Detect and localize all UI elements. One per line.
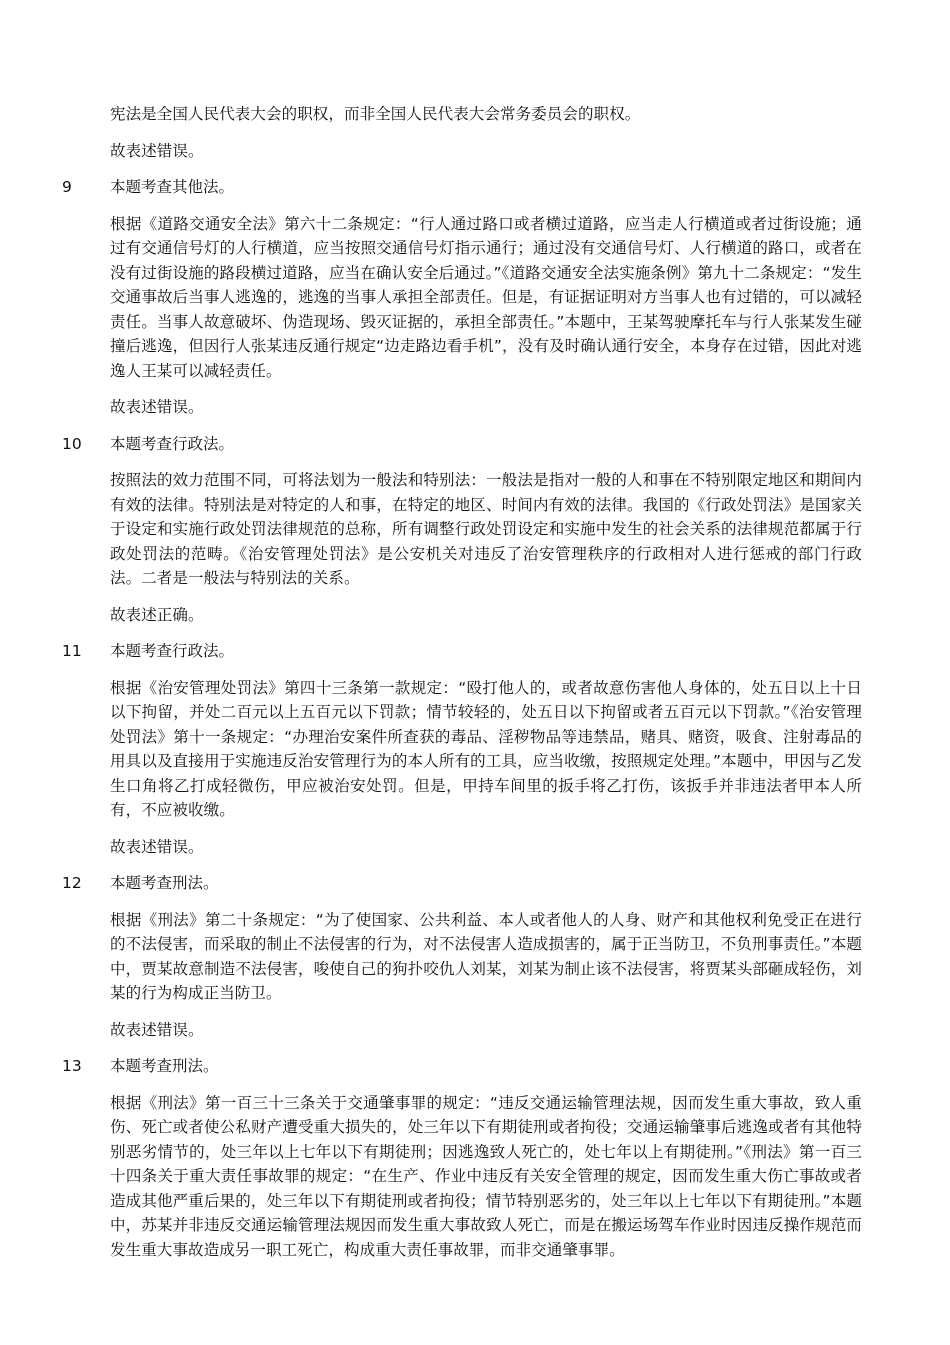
question-body: 根据《道路交通安全法》第六十二条规定：“行人通过路口或者横过道路，应当走人行横道或者过街设施；通过有交通信号灯的人行横道，应当按照交通信号灯指示通行；通过没有交通信号灯、人行横道的路口，或者在没有过街设施的路段横过道路，应当在确认安全后通过。”《道路交通安全法实施条例》第九十二条规定：“发生交通事故后当事人逃逸的，逃逸的当事人承担全部责任。但是，有证据证明对方当事人也有过错的，可以减轻责任。当事人故意破坏、伪造现场、毁灭证据的，承担全部责任。”本题中，王某驾驶摩托车与行人张某发生碰撞后逃逸，但因行人张某违反通行规定“边走路边看手机”，没有及时确认通行安全，本身存在过错，因此对逃逸人王某可以减轻责任。 [110,214,862,380]
question-title: 本题考查刑法。 [110,1057,219,1075]
question-header-9 [62,175,862,200]
intro-text: 宪法是全国人民代表大会的职权，而非全国人民代表大会常务委员会的职权。 [110,105,641,123]
question-conclusion: 故表述正确。 [110,605,204,624]
question-number: 11 [62,642,82,660]
question-body: 根据《刑法》第一百三十三条关于交通肇事罪的规定：“违反交通运输管理法规，因而发生重大事故，致人重伤、死亡或者使公私财产遭受重大损失的，处三年以下有期徒刑或者拘役；交通运输肇事后逃逸或者有其他特别恶劣情节的，处三年以上七年以下有期徒刑；因逃逸致人死亡的，处七年以上有期徒刑。”《刑法》第一百三十四条关于重大责任事故罪的规定：“在生产、作业中违反有关安全管理的规定，因而发生重大伤亡事故或者造成其他严重后果的，处三年以下有期徒刑或者拘役；情节特别恶劣的，处三年以上七年以下有期徒刑。”本题中，苏某并非违反交通运输管理法规因而发生重大事故致人死亡，而是在搬运场驾车作业时因违反操作规范而发生重大事故造成另一职工死亡，构成重大责任事故罪，而非交通肇事罪。 [110,1093,862,1259]
question-body: 根据《刑法》第二十条规定：“为了使国家、公共利益、本人或者他人的人身、财产和其他权利免受正在进行的不法侵害，而采取的制止不法侵害的行为，对不法侵害人造成损害的，属于正当防卫，不负刑事责任。”本题中，贾某故意制造不法侵害，唆使自己的狗扑咬仇人刘某，刘某为制止该不法侵害，将贾某头部砸成轻伤，刘某的行为构成正当防卫。 [110,910,862,1002]
question-conclusion: 故表述错误。 [110,1020,204,1039]
question-title: 本题考查行政法。 [110,642,235,660]
question-header-13 [62,1054,862,1079]
content-column [62,102,862,1274]
question-title: 本题考查其他法。 [110,178,235,196]
question-header-12 [62,871,862,896]
question-conclusion: 故表述错误。 [110,837,204,856]
question-title: 本题考查刑法。 [110,874,219,892]
question-number: 12 [62,874,82,892]
question-header-11 [62,639,862,664]
question-header-10 [62,432,862,457]
question-body: 根据《治安管理处罚法》第四十三条第一款规定：“殴打他人的，或者故意伤害他人身体的，处五日以上十日以下拘留，并处二百元以上五百元以下罚款；情节较轻的，处五日以下拘留或者五百元以下罚款。”《治安管理处罚法》第十一条规定：“办理治安案件所查获的毒品、淫秽物品等违禁品，赌具、赌资，吸食、注射毒品的用具以及直接用于实施违反治安管理行为的本人所有的工具，应当收缴，按照规定处理。”本题中，甲因与乙发生口角将乙打成轻微伤，甲应被治安处罚。但是，甲持车间里的扳手将乙打伤，该扳手并非违法者甲本人所有，不应被收缴。 [110,678,862,819]
intro-conclusion: 故表述错误。 [110,141,204,160]
question-title: 本题考查行政法。 [110,434,235,453]
question-number: 10 [62,434,82,453]
question-number: 9 [62,178,72,196]
question-conclusion: 故表述错误。 [110,398,204,416]
question-body: 按照法的效力范围不同，可将法划为一般法和特别法：一般法是指对一般的人和事在不特别限定地区和期间内有效的法律。特别法是对特定的人和事，在特定的地区、时间内有效的法律。我国的《行政处罚法》是国家关于设定和实施行政处罚法律规范的总称，所有调整行政处罚设定和实施中发生的社会关系的法律规范都属于行政处罚法的范畴。《治安管理处罚法》是公安机关对违反了治安管理秩序的行政相对人进行惩戒的部门行政法。二者是一般法与特别法的关系。 [110,471,862,587]
question-number: 13 [62,1057,82,1075]
